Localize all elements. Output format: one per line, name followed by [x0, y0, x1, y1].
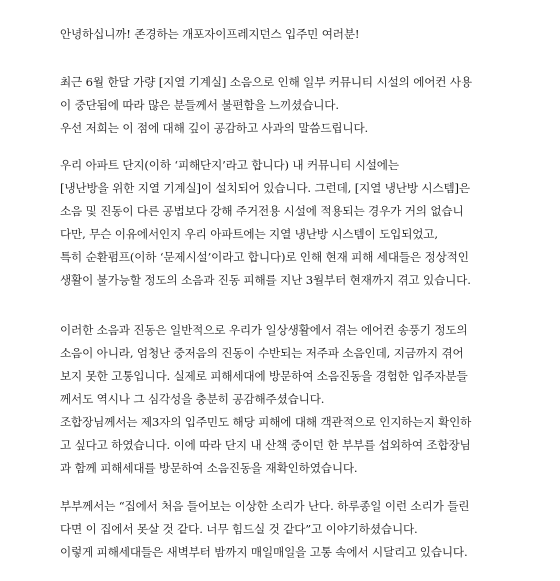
paragraph-3-line-3: 보지 못한 고통입니다. 실제로 피해세대에 방문하여 소음진동을 경험한 입주자분들: [60, 369, 468, 383]
paragraph-3-line-1: 이러한 소음과 진동은 일반적으로 우리가 일상생활에서 겪는 에어컨 송풍기 정도의: [60, 323, 468, 337]
paragraph-4-line-1: 부부께서는 “집에서 처음 들어보는 이상한 소리가 난다. 하루종일 이런 소리가 들린: [60, 499, 470, 513]
greeting-line: 안녕하십니까! 존경하는 개포자이프레지던스 입주민 여러분!: [60, 27, 360, 41]
paragraph-1-line-2: 이 중단됨에 따라 많은 분들께서 불편함을 느끼셨습니다.: [60, 98, 339, 112]
paragraph-4-line-2: 다면 이 집에서 못살 것 같다. 너무 힘드실 것 같다”고 이야기하셨습니다.: [60, 522, 418, 536]
paragraph-3-line-4: 께서도 역시나 그 심각성을 충분히 공감해주셨습니다.: [60, 392, 325, 406]
paragraph-4-line-3: 이렇게 피해세대들은 새벽부터 밤까지 매일매일을 고통 속에서 시달리고 있습니다.: [60, 545, 468, 559]
paragraph-2-line-1: 우리 아파트 단지(이하 ‘피해단지’라고 합니다) 내 커뮤니티 시설에는: [60, 158, 399, 172]
paragraph-2-line-3: 소음 및 진동이 다른 공법보다 강해 주거전용 시설에 적용되는 경우가 거의 없습니: [60, 204, 464, 218]
paragraph-1-line-1: 최근 6월 한달 가량 [지열 기계실] 소음으로 인해 일부 커뮤니티 시설의 에어컨 사용: [60, 75, 472, 89]
paragraph-2-line-4: 다만, 무슨 이유에서인지 우리 아파트에는 지열 냉난방 시스템이 도입되었고,: [60, 227, 438, 241]
paragraph-3-line-5: 조합장님께서는 제3자의 입주민도 해당 피해에 대해 객관적으로 인지하는지 확인하: [60, 415, 472, 429]
paragraph-2-line-6: 생활이 불가능할 정도의 소음과 진동 피해를 지난 3월부터 현재까지 겪고 있습니다.: [60, 273, 471, 287]
paragraph-3-line-2: 소음이 아니라, 엄청난 중저음의 진동이 수반되는 저주파 소음인데, 지금까지 겪어: [60, 346, 464, 360]
paragraph-1-line-3: 우선 저희는 이 점에 대해 깊이 공감하고 사과의 말씀드립니다.: [60, 121, 369, 135]
paragraph-3-line-7: 과 함께 피해세대를 방문하여 소음진동을 재확인하였습니다.: [60, 461, 358, 475]
paragraph-2-line-5: 특히 순환펌프(이하 ‘문제시설’이라고 합니다)로 인해 현재 피해 세대들은 정상적인: [60, 250, 469, 264]
paragraph-2-line-2: [냉난방을 위한 지열 기계실]이 설치되어 있습니다. 그런데, [지열 냉난방 시스템]은: [60, 181, 470, 195]
paragraph-3-line-6: 고 싶다고 하였습니다. 이에 따라 단지 내 산책 중이던 한 부부를 섭외하여 조합장님: [60, 438, 471, 452]
